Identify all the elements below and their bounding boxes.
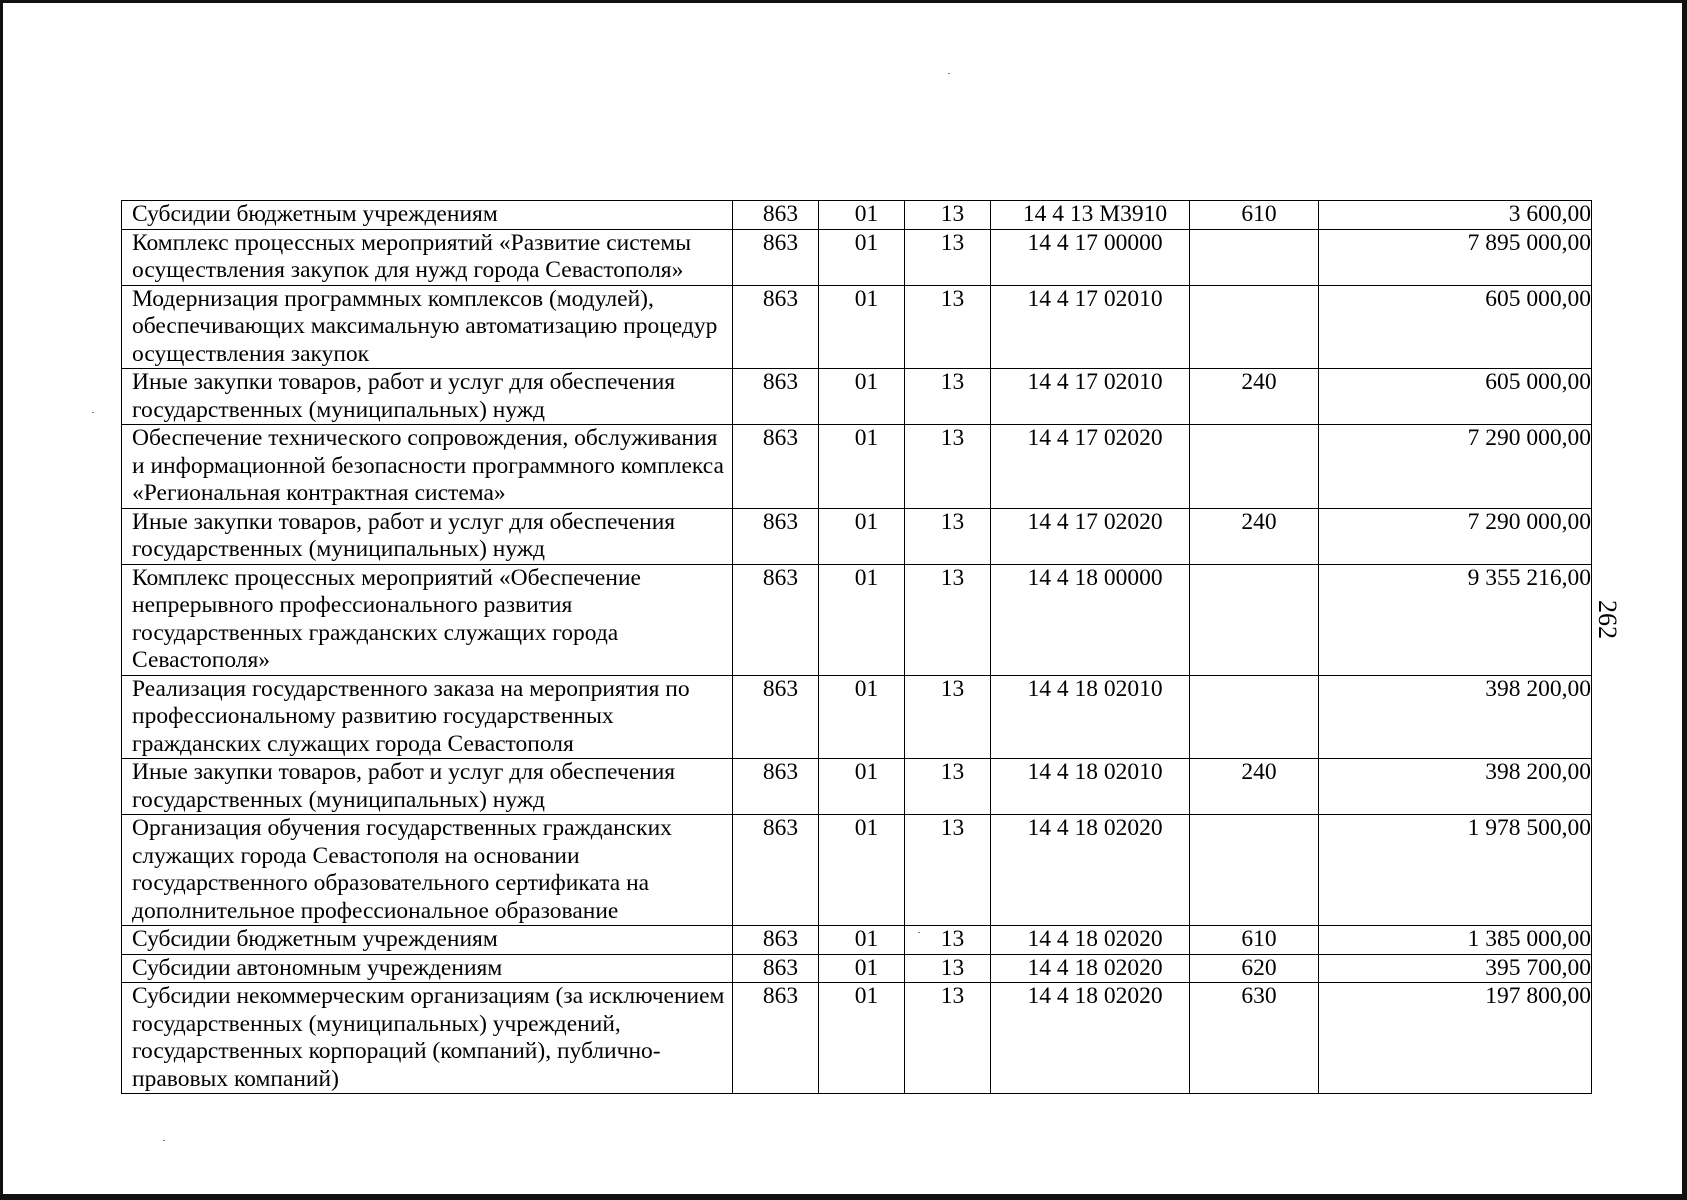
row-gr: 863 <box>733 926 819 955</box>
table-row <box>122 508 1592 564</box>
scan-edge-right <box>1682 0 1687 1200</box>
row-gr: 863 <box>733 815 819 926</box>
row-rz: 01 <box>819 285 905 369</box>
row-gr: 863 <box>733 759 819 815</box>
row-pr: 13 <box>905 675 991 759</box>
row-pr: 13 <box>905 983 991 1094</box>
row-name: Комплекс процессных мероприятий «Обеспечение непрерывного профессионального развития государственных гражданских служащих города Севастополя» <box>122 564 733 675</box>
row-gr: 863 <box>733 229 819 285</box>
row-gr: 863 <box>733 675 819 759</box>
row-gr: 863 <box>733 285 819 369</box>
page-number: 262 <box>1593 600 1622 639</box>
row-pr: 13 <box>905 508 991 564</box>
row-csr: 14 4 18 02020 <box>991 815 1190 926</box>
row-csr: 14 4 17 02020 <box>991 425 1190 509</box>
row-pr: 13 <box>905 815 991 926</box>
row-rz: 01 <box>819 954 905 983</box>
table-row <box>122 369 1592 425</box>
row-pr: 13 <box>905 369 991 425</box>
row-vr: 630 <box>1190 983 1319 1094</box>
row-gr: 863 <box>733 201 819 230</box>
row-csr: 14 4 13 М3910 <box>991 201 1190 230</box>
row-name: Модернизация программных комплексов (модулей), обеспечивающих максимальную автоматизацию процедур осуществления закупок <box>122 285 733 369</box>
row-rz: 01 <box>819 675 905 759</box>
row-gr: 863 <box>733 564 819 675</box>
row-csr: 14 4 18 00000 <box>991 564 1190 675</box>
row-pr: 13 <box>905 201 991 230</box>
row-csr: 14 4 18 02020 <box>991 926 1190 955</box>
scan-speck <box>163 1140 165 1141</box>
table-row <box>122 425 1592 509</box>
row-sum: 398 200,00 <box>1319 759 1592 815</box>
table-row <box>122 926 1592 955</box>
row-name: Комплекс процессных мероприятий «Развитие системы осуществления закупок для нужд города Севастополя» <box>122 229 733 285</box>
row-name: Субсидии автономным учреждениям <box>122 954 733 983</box>
scan-edge-left <box>0 0 3 1200</box>
scan-edge-top <box>0 0 1687 3</box>
row-name: Субсидии бюджетным учреждениям <box>122 926 733 955</box>
row-sum: 1 385 000,00 <box>1319 926 1592 955</box>
row-csr: 14 4 17 02020 <box>991 508 1190 564</box>
row-sum: 197 800,00 <box>1319 983 1592 1094</box>
row-pr: 13 <box>905 425 991 509</box>
row-csr: 14 4 18 02020 <box>991 983 1190 1094</box>
scan-speck <box>948 73 950 74</box>
row-vr: 610 <box>1190 926 1319 955</box>
row-vr: 620 <box>1190 954 1319 983</box>
row-sum: 1 978 500,00 <box>1319 815 1592 926</box>
row-sum: 605 000,00 <box>1319 369 1592 425</box>
row-name: Субсидии бюджетным учреждениям <box>122 201 733 230</box>
row-csr: 14 4 17 00000 <box>991 229 1190 285</box>
row-csr: 14 4 18 02010 <box>991 675 1190 759</box>
row-name: Организация обучения государственных гражданских служащих города Севастополя на основании государственного образовательного сертификата на дополнительное профессиональное образование <box>122 815 733 926</box>
scan-speck <box>92 412 94 413</box>
row-sum: 398 200,00 <box>1319 675 1592 759</box>
table-row <box>122 201 1592 230</box>
row-rz: 01 <box>819 815 905 926</box>
row-gr: 863 <box>733 369 819 425</box>
table-row <box>122 675 1592 759</box>
table-row <box>122 954 1592 983</box>
row-sum: 605 000,00 <box>1319 285 1592 369</box>
row-pr: 13 <box>905 564 991 675</box>
row-rz: 01 <box>819 229 905 285</box>
row-sum: 7 290 000,00 <box>1319 508 1592 564</box>
row-pr: 13 <box>905 926 991 955</box>
row-vr <box>1190 815 1319 926</box>
row-vr <box>1190 564 1319 675</box>
row-rz: 01 <box>819 759 905 815</box>
budget-table <box>121 200 1592 1094</box>
row-sum: 9 355 216,00 <box>1319 564 1592 675</box>
table-row <box>122 815 1592 926</box>
row-name: Обеспечение технического сопровождения, обслуживания и информационной безопасности программного комплекса «Региональная контрактная система» <box>122 425 733 509</box>
row-name: Реализация государственного заказа на мероприятия по профессиональному развитию государственных гражданских служащих города Севастополя <box>122 675 733 759</box>
row-sum: 7 290 000,00 <box>1319 425 1592 509</box>
row-rz: 01 <box>819 926 905 955</box>
row-name: Иные закупки товаров, работ и услуг для обеспечения государственных (муниципальных) нужд <box>122 508 733 564</box>
row-sum: 395 700,00 <box>1319 954 1592 983</box>
row-rz: 01 <box>819 201 905 230</box>
row-sum: 7 895 000,00 <box>1319 229 1592 285</box>
row-csr: 14 4 18 02020 <box>991 954 1190 983</box>
row-vr <box>1190 229 1319 285</box>
row-gr: 863 <box>733 508 819 564</box>
row-gr: 863 <box>733 983 819 1094</box>
row-vr: 240 <box>1190 369 1319 425</box>
table-row <box>122 229 1592 285</box>
row-rz: 01 <box>819 425 905 509</box>
row-rz: 01 <box>819 983 905 1094</box>
row-name: Субсидии некоммерческим организациям (за исключением государственных (муниципальных) учреждений, государственных корпораций (компаний), публично-правовых компаний) <box>122 983 733 1094</box>
row-pr: 13 <box>905 229 991 285</box>
table-row <box>122 983 1592 1094</box>
row-name: Иные закупки товаров, работ и услуг для обеспечения государственных (муниципальных) нужд <box>122 369 733 425</box>
table-row <box>122 285 1592 369</box>
scan-edge-bottom <box>0 1194 1687 1200</box>
row-vr: 240 <box>1190 759 1319 815</box>
row-csr: 14 4 18 02010 <box>991 759 1190 815</box>
row-pr: 13 <box>905 954 991 983</box>
row-vr <box>1190 675 1319 759</box>
row-csr: 14 4 17 02010 <box>991 369 1190 425</box>
row-vr <box>1190 285 1319 369</box>
table-row <box>122 564 1592 675</box>
row-rz: 01 <box>819 508 905 564</box>
row-vr <box>1190 425 1319 509</box>
row-vr: 610 <box>1190 201 1319 230</box>
row-vr: 240 <box>1190 508 1319 564</box>
row-gr: 863 <box>733 954 819 983</box>
row-gr: 863 <box>733 425 819 509</box>
row-csr: 14 4 17 02010 <box>991 285 1190 369</box>
row-rz: 01 <box>819 369 905 425</box>
row-sum: 3 600,00 <box>1319 201 1592 230</box>
row-pr: 13 <box>905 285 991 369</box>
row-pr: 13 <box>905 759 991 815</box>
row-rz: 01 <box>819 564 905 675</box>
row-name: Иные закупки товаров, работ и услуг для обеспечения государственных (муниципальных) нужд <box>122 759 733 815</box>
table-row <box>122 759 1592 815</box>
